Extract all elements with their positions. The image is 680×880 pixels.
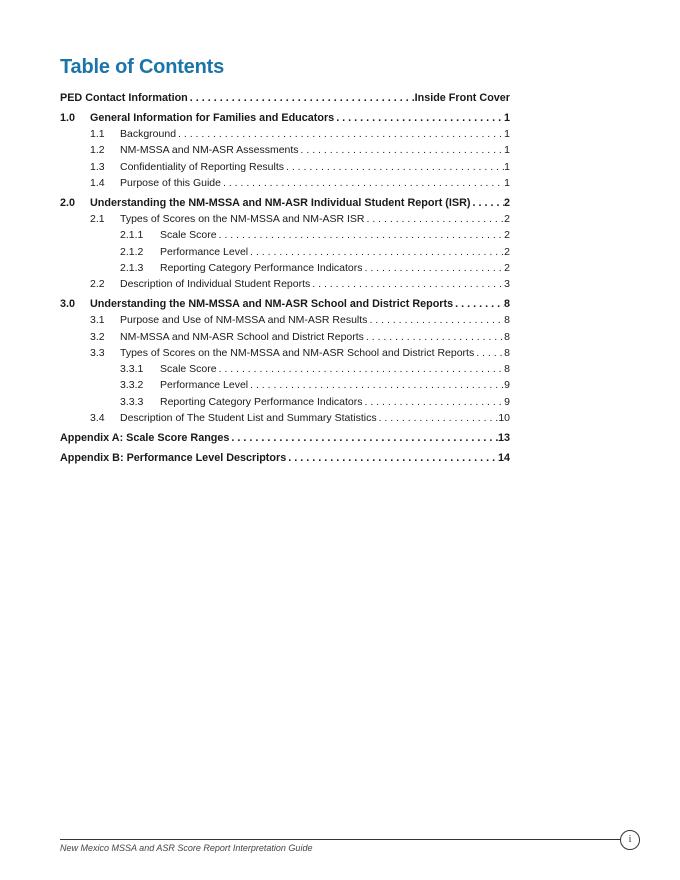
dot-leader — [363, 260, 505, 276]
dot-leader — [310, 276, 504, 292]
toc-entry-number: 3.3.1 — [120, 363, 144, 375]
toc-entry[interactable] — [90, 345, 510, 361]
toc-entry-page: 8 — [504, 331, 510, 343]
toc-entry-title: Understanding the NM-MSSA and NM-ASR School and District Reports — [90, 298, 454, 310]
dot-leader — [365, 211, 505, 227]
toc-entry[interactable] — [60, 110, 510, 126]
toc-entry[interactable] — [90, 211, 510, 227]
toc-entry-page: 2 — [504, 213, 510, 225]
toc-entry[interactable] — [90, 312, 510, 328]
dot-leader — [363, 394, 505, 410]
toc-entry-page: 1 — [504, 161, 510, 173]
toc-entry-page: 13 — [497, 432, 510, 444]
toc-entry-page: 8 — [504, 314, 510, 326]
toc-entry-page: 2 — [503, 197, 510, 209]
toc-entry-page: 1 — [504, 177, 510, 189]
dot-leader — [176, 126, 504, 142]
toc-entry-number: 1.1 — [90, 128, 105, 140]
toc-entry[interactable] — [120, 377, 510, 393]
toc-entry-number: 3.4 — [90, 412, 105, 424]
toc-entry[interactable] — [90, 175, 510, 191]
toc-entry-number: 3.2 — [90, 331, 105, 343]
toc-entry-title: NM-MSSA and NM-ASR School and District Reports — [120, 331, 364, 343]
toc-entry[interactable] — [90, 329, 510, 345]
toc-entry-number: 3.3.3 — [120, 396, 144, 408]
toc-entry-page: 2 — [504, 262, 510, 274]
toc-entry-title: Reporting Category Performance Indicators — [160, 396, 363, 408]
toc-entry[interactable] — [60, 430, 510, 446]
toc-entry-title: Appendix A: Scale Score Ranges — [60, 432, 230, 444]
toc-entry-number: 3.1 — [90, 314, 105, 326]
toc-entry-page: 14 — [497, 452, 510, 464]
toc-entry[interactable] — [60, 90, 510, 106]
toc-entry-title: Confidentiality of Reporting Results — [120, 161, 285, 173]
toc-entry-title: General Information for Families and Educators — [90, 112, 335, 124]
toc-entry-number: 2.2 — [90, 278, 105, 290]
toc-entry-title: Description of The Student List and Summary Statistics — [120, 412, 377, 424]
page-number-badge: i — [620, 830, 640, 850]
dot-leader — [284, 159, 504, 175]
toc-entry-number: 3.3.2 — [120, 379, 144, 391]
toc-entry-page: 8 — [503, 298, 510, 310]
toc-entry-title: PED Contact Information — [60, 92, 188, 104]
toc-entry-title: Purpose of this Guide — [120, 177, 221, 189]
toc-entry-number: 2.1.3 — [120, 262, 144, 274]
dot-leader — [188, 90, 415, 106]
dot-leader — [221, 175, 504, 191]
footer-rule — [60, 839, 620, 840]
dot-leader — [229, 430, 498, 446]
dot-leader — [377, 410, 499, 426]
toc-entry[interactable] — [90, 410, 510, 426]
toc-entry-title: Performance Level — [160, 246, 249, 258]
footer-guide-title: New Mexico MSSA and ASR Score Report Interpretation Guide — [60, 843, 313, 853]
dot-leader — [286, 450, 498, 466]
toc-entry[interactable] — [90, 276, 510, 292]
toc-entry-title: Background — [120, 128, 177, 140]
dot-leader — [248, 377, 504, 393]
toc-entry-page: 2 — [504, 246, 510, 258]
dot-leader — [453, 296, 504, 312]
toc-entry-title: Understanding the NM-MSSA and NM-ASR Individual Student Report (ISR) — [90, 197, 471, 209]
toc-entry-number: 2.1.2 — [120, 246, 144, 258]
dot-leader — [299, 142, 505, 158]
toc-entry-page: 10 — [498, 412, 510, 424]
toc-entry-title: Description of Individual Student Reports — [120, 278, 311, 290]
toc-entry-number: 3.0 — [60, 298, 76, 310]
toc-entry-title: Purpose and Use of NM-MSSA and NM-ASR Results — [120, 314, 368, 326]
toc-entry-number: 1.3 — [90, 161, 105, 173]
toc-entry-number: 1.2 — [90, 144, 105, 156]
toc-entry[interactable] — [120, 227, 510, 243]
toc-entry-title: Reporting Category Performance Indicators — [160, 262, 363, 274]
toc-entry-number: 3.3 — [90, 347, 105, 359]
dot-leader — [474, 345, 504, 361]
dot-leader — [217, 227, 505, 243]
toc-entry-page: 9 — [504, 379, 510, 391]
toc-entry-page: 1 — [504, 128, 510, 140]
toc-entry-page: 3 — [504, 278, 510, 290]
toc-entry-title: Performance Level — [160, 379, 249, 391]
dot-leader — [364, 329, 504, 345]
toc-entry[interactable] — [120, 260, 510, 276]
toc-entry-number: 1.4 — [90, 177, 105, 189]
toc-entry-title: Appendix B: Performance Level Descriptors — [60, 452, 287, 464]
toc-entry[interactable] — [60, 195, 510, 211]
toc-entry[interactable] — [90, 159, 510, 175]
toc-entry-title: Scale Score — [160, 229, 217, 241]
toc-entry[interactable] — [120, 394, 510, 410]
dot-leader — [367, 312, 504, 328]
toc-entry-title: Types of Scores on the NM-MSSA and NM-ASR School and District Reports — [120, 347, 475, 359]
toc-entry-title: Types of Scores on the NM-MSSA and NM-ASR ISR — [120, 213, 365, 225]
toc-entry[interactable] — [120, 361, 510, 377]
toc-entry[interactable] — [120, 244, 510, 260]
toc-entry[interactable] — [60, 450, 510, 466]
toc-entry-page: 2 — [504, 229, 510, 241]
toc-entry-number: 1.0 — [60, 112, 76, 124]
toc-entry[interactable] — [60, 296, 510, 312]
toc-entry-page: 1 — [503, 112, 510, 124]
dot-leader — [470, 195, 504, 211]
toc-entry[interactable] — [90, 126, 510, 142]
dot-leader — [334, 110, 504, 126]
toc-entry-title: Scale Score — [160, 363, 217, 375]
dot-leader — [217, 361, 505, 377]
toc-entry-page: 9 — [504, 396, 510, 408]
toc-entry-page: 8 — [504, 363, 510, 375]
toc-entry-page: Inside Front Cover — [414, 92, 510, 104]
toc-entry-number: 2.1.1 — [120, 229, 144, 241]
toc-entry-page: 8 — [504, 347, 510, 359]
toc-entry-page: 1 — [504, 144, 510, 156]
dot-leader — [248, 244, 504, 260]
toc-entry[interactable] — [90, 142, 510, 158]
page-title: Table of Contents — [60, 56, 225, 78]
toc-entry-number: 2.1 — [90, 213, 105, 225]
toc-entry-title: NM-MSSA and NM-ASR Assessments — [120, 144, 299, 156]
toc-entry-number: 2.0 — [60, 197, 76, 209]
